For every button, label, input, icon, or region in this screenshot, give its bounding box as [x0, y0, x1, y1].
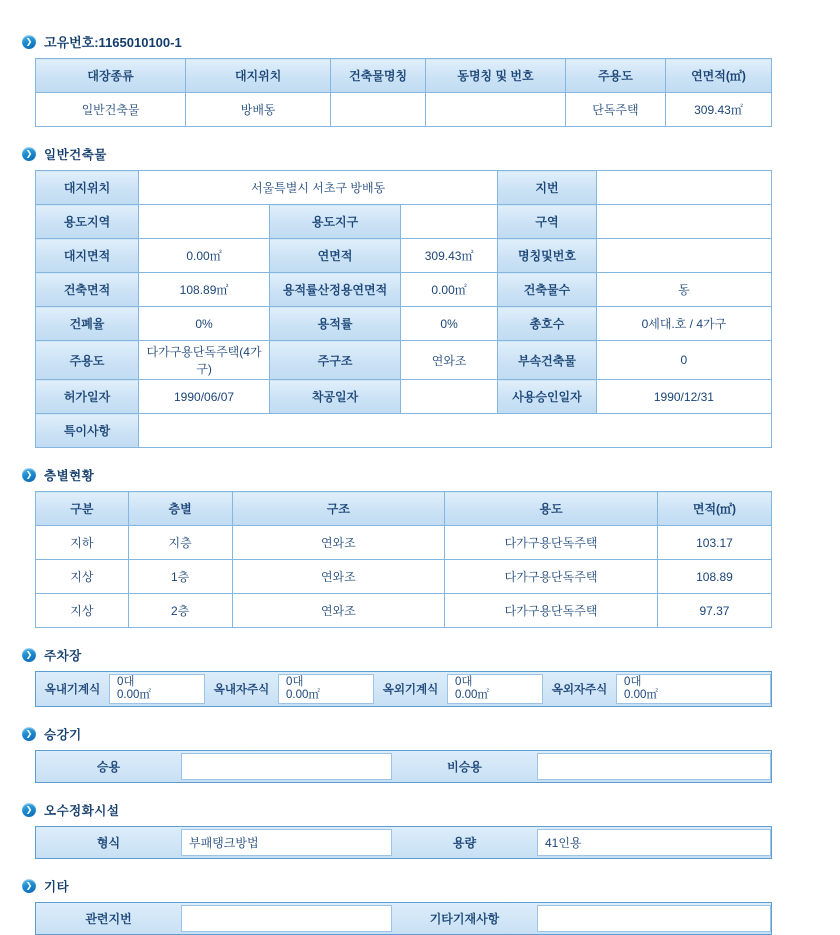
section-title: 주차장: [44, 648, 82, 663]
section-title: 승강기: [44, 727, 82, 742]
floor-cell: 연와조: [232, 594, 445, 628]
table-row: [36, 341, 772, 380]
field-label: 기타기재사항: [429, 912, 500, 926]
field-label: 형식: [96, 836, 121, 850]
floor-cell: 108.89: [657, 560, 771, 594]
chevron-right-circle-icon: ❯: [22, 727, 36, 741]
field-label: 옥내기계식: [44, 684, 101, 696]
field-label: 용적률산정용연면적: [270, 273, 401, 307]
table-row: [36, 205, 772, 239]
general-building-header: [22, 146, 840, 161]
floor-cell: 103.17: [657, 526, 771, 560]
parking-table: [35, 671, 772, 707]
field-label: 건축면적: [36, 273, 139, 307]
table-row: [36, 273, 772, 307]
field-value: [278, 674, 374, 704]
etc-header: [22, 878, 840, 893]
floor-col-header: 면적(㎡): [657, 492, 771, 526]
floor-cell: 지하: [36, 526, 129, 560]
field-label: 용량: [452, 836, 477, 850]
parking-area: 0.00㎡: [286, 689, 320, 701]
field-label: 용적률: [270, 307, 401, 341]
floor-cell: 다가구용단독주택: [445, 560, 658, 594]
table-row: [36, 594, 772, 628]
table-row: [36, 380, 772, 414]
summary-cell: 309.43㎡: [665, 93, 771, 127]
field-label: 부속건축물: [498, 341, 597, 380]
summary-col-header: 주용도: [565, 59, 665, 93]
parking-count: 0대: [117, 676, 135, 688]
sewage-table: [35, 826, 772, 859]
floor-col-header: 용도: [445, 492, 658, 526]
summary-col-header: 동명칭 및 번호: [426, 59, 566, 93]
section-title: 층별현황: [44, 468, 95, 483]
table-row: [36, 239, 772, 273]
parking-area: 0.00㎡: [117, 689, 151, 701]
field-value: [181, 753, 392, 780]
field-label: 승용: [96, 760, 121, 774]
field-value: 연와조: [401, 341, 498, 380]
parking-count: 0대: [624, 676, 642, 688]
floor-cell: 지상: [36, 560, 129, 594]
parking-header: [22, 647, 840, 662]
etc-table: [35, 902, 772, 935]
field-value: 서울특별시 서초구 방배동: [139, 171, 498, 205]
field-label: 구역: [498, 205, 597, 239]
summary-cell: 일반건축물: [36, 93, 186, 127]
field-value: [596, 239, 771, 273]
chevron-right-circle-icon: ❯: [22, 147, 36, 161]
field-value: 0%: [401, 307, 498, 341]
field-value: [596, 205, 771, 239]
general-building-table: [35, 170, 772, 448]
field-value: [537, 753, 771, 780]
summary-col-header: 건축물명칭: [331, 59, 426, 93]
field-value: 0.00㎡: [139, 239, 270, 273]
floor-status-table: [35, 491, 772, 628]
field-value: 309.43㎡: [401, 239, 498, 273]
field-value: 0세대.호 / 4가구: [596, 307, 771, 341]
table-row: [36, 171, 772, 205]
unique-number-header: [22, 34, 840, 49]
field-value: 부패탱크방법: [181, 829, 392, 856]
summary-header-row: [36, 59, 772, 93]
field-label: 관련지번: [85, 912, 132, 926]
field-label: 건축물수: [498, 273, 597, 307]
field-value: [181, 905, 392, 932]
floor-col-header: 구분: [36, 492, 129, 526]
summary-cell: 방배동: [186, 93, 331, 127]
summary-col-header: 대장종류: [36, 59, 186, 93]
summary-cell: [426, 93, 566, 127]
field-label: 허가일자: [36, 380, 139, 414]
field-label: 대지위치: [36, 171, 139, 205]
table-row: [36, 307, 772, 341]
section-title: 기타: [44, 879, 70, 894]
floor-cell: 1층: [128, 560, 232, 594]
field-value: [401, 205, 498, 239]
floor-cell: 연와조: [232, 560, 445, 594]
floor-cell: 97.37: [657, 594, 771, 628]
field-value: [139, 414, 772, 448]
field-value: [616, 674, 771, 704]
field-value: 다가구용단독주택(4가구): [139, 341, 270, 380]
field-value: 1990/06/07: [139, 380, 270, 414]
chevron-right-circle-icon: ❯: [22, 879, 36, 893]
field-label: 비승용: [447, 760, 482, 774]
field-label: 옥외자주식: [551, 684, 608, 696]
field-value: 108.89㎡: [139, 273, 270, 307]
field-label: 용도지구: [270, 205, 401, 239]
summary-table: [35, 58, 772, 127]
floor-header-row: [36, 492, 772, 526]
floor-col-header: 구조: [232, 492, 445, 526]
elevator-table: [35, 750, 772, 783]
floor-cell: 연와조: [232, 526, 445, 560]
sewage-header: [22, 802, 840, 817]
field-value: 0%: [139, 307, 270, 341]
parking-area: 0.00㎡: [624, 689, 658, 701]
field-value: [596, 171, 771, 205]
floor-status-header: [22, 467, 840, 482]
field-label: 총호수: [498, 307, 597, 341]
floor-col-header: 층별: [128, 492, 232, 526]
section-title: 일반건축물: [44, 147, 107, 162]
field-value: [401, 380, 498, 414]
field-label: 주구조: [270, 341, 401, 380]
floor-cell: 지상: [36, 594, 129, 628]
summary-col-header: 대지위치: [186, 59, 331, 93]
table-row: [36, 526, 772, 560]
unique-number-text: 고유번호:1165010100-1: [44, 35, 182, 50]
field-value: [139, 205, 270, 239]
summary-cell: 단독주택: [565, 93, 665, 127]
chevron-right-circle-icon: ❯: [22, 803, 36, 817]
field-label: 옥내자주식: [213, 684, 270, 696]
summary-col-header: 연면적(㎡): [665, 59, 771, 93]
field-label: 착공일자: [270, 380, 401, 414]
chevron-right-circle-icon: ❯: [22, 648, 36, 662]
field-value: [537, 905, 771, 932]
field-value: [447, 674, 543, 704]
floor-cell: 다가구용단독주택: [445, 594, 658, 628]
floor-cell: 2층: [128, 594, 232, 628]
field-label: 건폐율: [36, 307, 139, 341]
field-value: 0.00㎡: [401, 273, 498, 307]
field-label: 옥외기계식: [382, 684, 439, 696]
field-value: [109, 674, 205, 704]
field-value: 41인용: [537, 829, 771, 856]
section-title: 오수정화시설: [44, 803, 120, 818]
table-row: [36, 414, 772, 448]
summary-value-row: [36, 93, 772, 127]
field-label: 사용승인일자: [498, 380, 597, 414]
parking-area: 0.00㎡: [455, 689, 489, 701]
floor-cell: 지층: [128, 526, 232, 560]
field-label: 특이사항: [36, 414, 139, 448]
chevron-right-circle-icon: ❯: [22, 35, 36, 49]
parking-count: 0대: [455, 676, 473, 688]
field-label: 대지면적: [36, 239, 139, 273]
field-label: 주용도: [36, 341, 139, 380]
field-value: 동: [596, 273, 771, 307]
field-label: 명칭및번호: [498, 239, 597, 273]
field-label: 용도지역: [36, 205, 139, 239]
chevron-right-circle-icon: ❯: [22, 468, 36, 482]
elevator-header: [22, 726, 840, 741]
summary-cell: [331, 93, 426, 127]
table-row: [36, 560, 772, 594]
field-value: 1990/12/31: [596, 380, 771, 414]
field-label: 연면적: [270, 239, 401, 273]
field-value: 0: [596, 341, 771, 380]
floor-cell: 다가구용단독주택: [445, 526, 658, 560]
field-label: 지번: [498, 171, 597, 205]
parking-count: 0대: [286, 676, 304, 688]
